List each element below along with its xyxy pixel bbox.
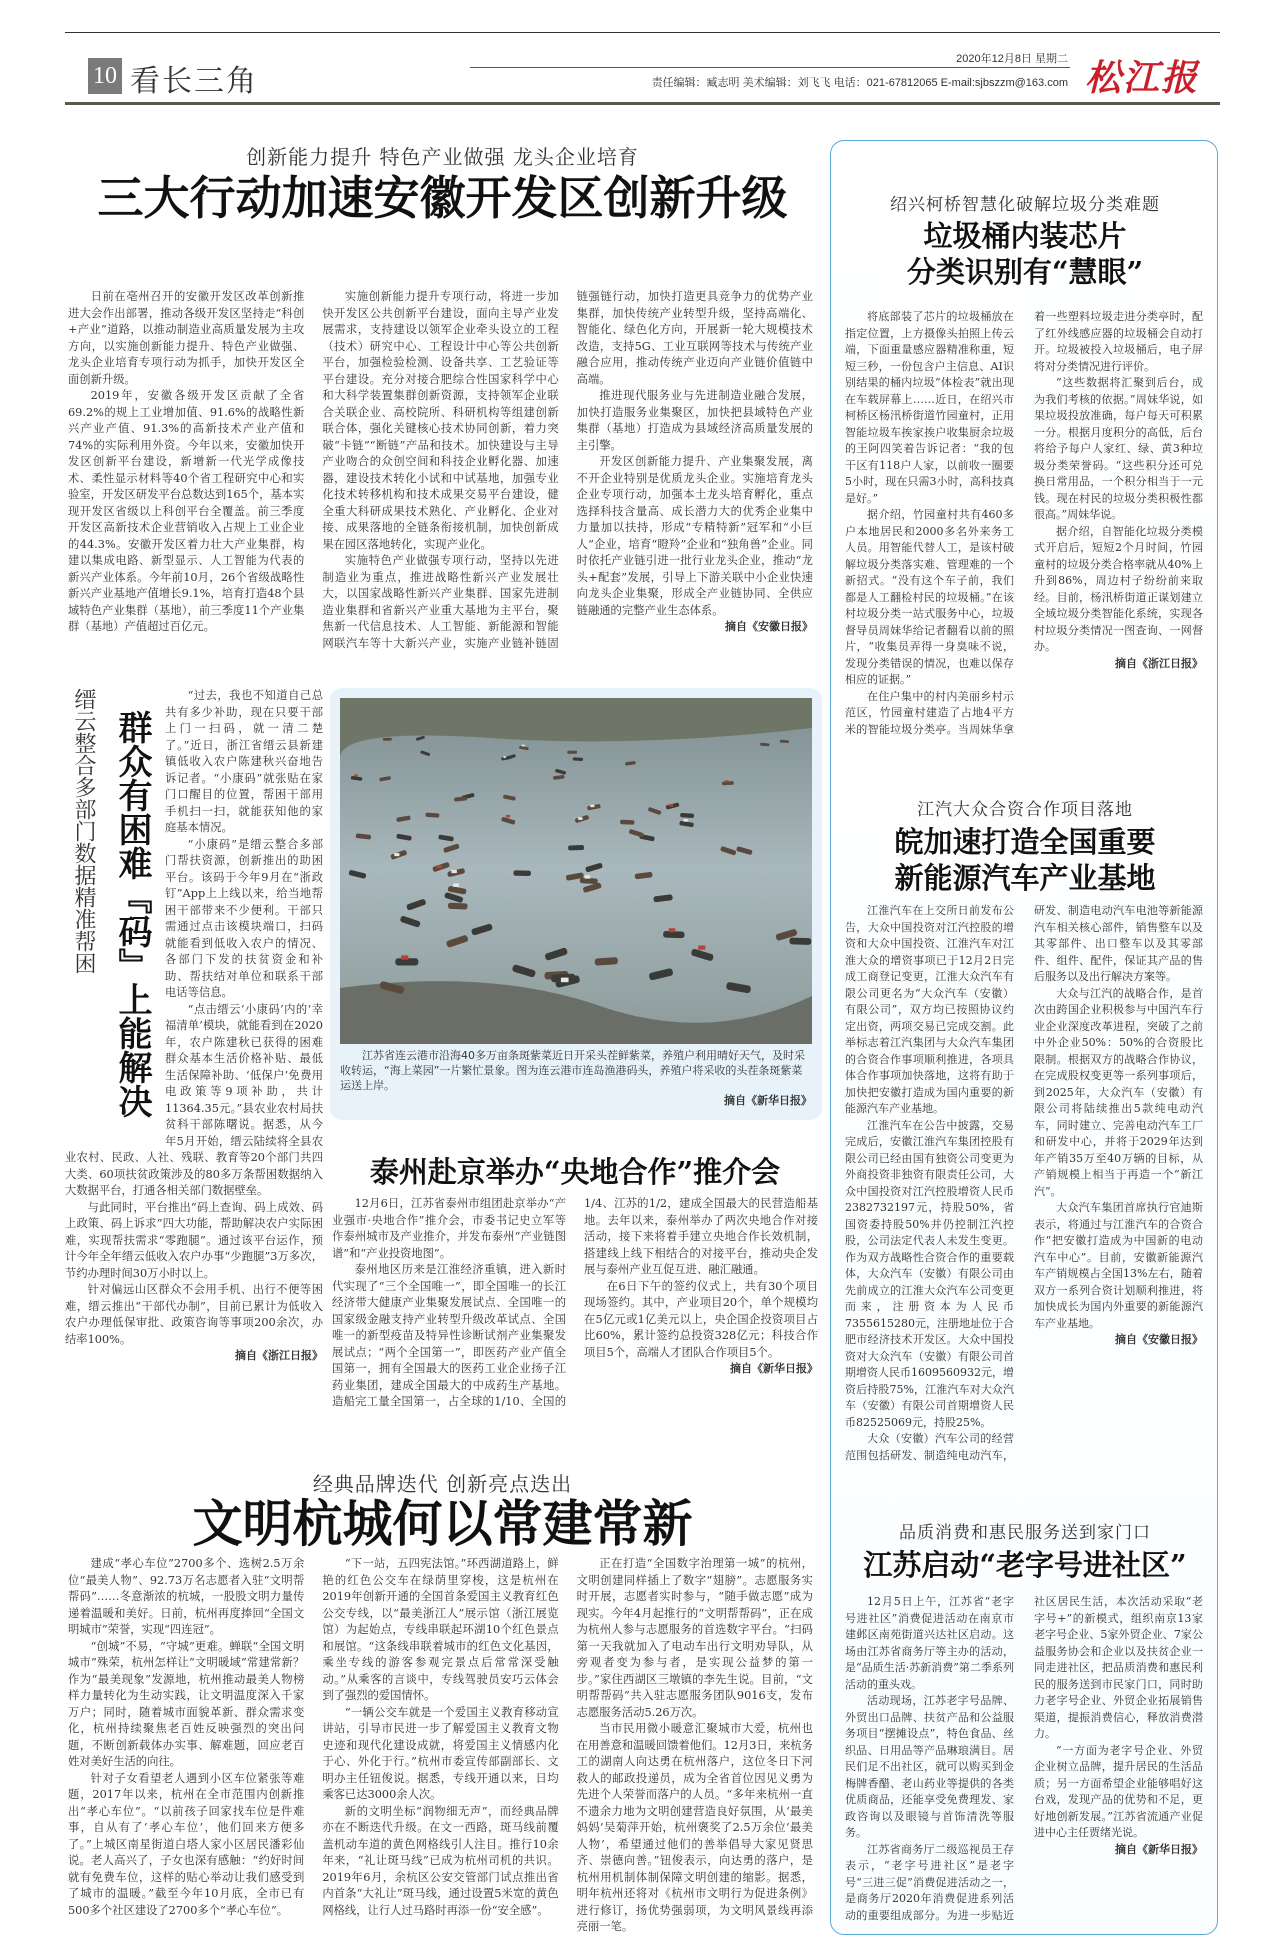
hangzhou-paragraph: “创城”不易，“守城”更难。蝉联“全国文明城市”殊荣，杭州怎样让“文明暖域”常建常新？作为“最美现象”发源地，杭州推动最美人物榜样力量转化为生动实践，让文明温度深入千家万户；同时，随着城市面貌革新、群众需求变化，杭州持续聚焦老百姓反映强烈的突出问题，不断创新载体办实事、解难题，回应老百姓对美好生活的向往。 [68, 1639, 305, 1768]
boat-cabin [436, 865, 441, 868]
hangzhou-subtitle: 经典品牌迭代 创新亮点迭出 [312, 1472, 573, 1496]
section-title: 看长三角 [130, 64, 258, 99]
jac-subtitle: 江汽大众合资合作项目落地 [917, 800, 1133, 820]
jac-headline-line2: 新能源汽车产业基地 [894, 861, 1156, 895]
boat [595, 957, 619, 966]
jac-paragraph: 大众汽车集团首席执行官迪斯表示，将通过与江淮汽车的合资合作“把安徽打造成为中国新的电动汽车中心”。目前，安徽新能源汽车产销规模占全国13%左右，随着双方一系列合资计划顺利推进，将加快成长为国内外重要的新能源汽车产业基地。 [1034, 1201, 1203, 1330]
editors-line: 责任编辑：臧志明 美术编辑：刘飞飞 电话：021-67812065 E-mail:sjbszzm@163.com [651, 77, 1068, 89]
issue-date: 2020年12月8日 星期二 [956, 53, 1068, 65]
garbage-headline-line1: 垃圾桶内装芯片 [923, 219, 1127, 253]
anhui-subtitle: 创新能力提升 特色产业做强 龙头企业培育 [246, 145, 639, 169]
garbage-subtitle: 绍兴柯桥智慧化破解垃圾分类难题 [890, 195, 1160, 215]
jinyun-headline: 群众有困难『码』上能解决 [112, 710, 152, 1118]
anhui-paragraph: 实施创新能力提升专项行动，将进一步加快开发区公共创新平台建设，面向主导产业发展需求，支持建设以领军企业牵头设立的工程（技术）研究中心、工程设计中心等公共创新平台，加强检验检测、设备共享、工艺验证等平台建设。充分对接合肥综合性国家科学中心和大科学装置集群创新资源，支持领军企业联合关联企业、高校院所、科研机构等组建创新联合体，强化关键核心技术协同创新，着力突破“卡链”“断链”产品和技术。加快建设与主导产业吻合的众创空间和科技企业孵化器、加速器，建设技术转化小试和中试基地，加强专业化技术转移机构和技术成果交易平台建设，健全重大科研成果技术熟化、产业孵化、企业对接、成果落地的全链条衔接机制，加快创新成果在园区落地转化，实现产业化。 [322, 290, 559, 551]
photo-caption-block [340, 1048, 812, 1108]
jinyun-subtitle: 缙云整合多部门数据精准帮困 [71, 688, 96, 974]
garbage-paragraph: 据介绍，竹园童村共有460多户本地居民和2000多名外来务工人员。用智能代替人工，是该村破解垃圾分类落实难、管理难的一个新招式。“没有这个车子前，我们都是人工翻检村民的垃圾桶。”在该村垃圾分类一站式服务中心，垃圾督导员周妹华给记者翻看以前的照片，“收集员弄得一身臭味不说，发现分类错误的情况，也难以保存相应的证据。” [845, 508, 1014, 686]
photo-box [330, 688, 822, 1120]
laozihao-paragraph: 活动现场，江苏老字号品牌、外贸出口品牌、扶贫产品和公益服务项目“摆摊设点”，特色食品、丝织品、日用品等产品琳琅满目。居民们足不出社区，就可以购买到金梅牌香醋、老山药业等提供的各类优质商品，还能享受免费理发、家政咨询以及眼镜与首饰清洗等服务。 [845, 1694, 1014, 1839]
boat-cabin [401, 955, 408, 959]
taizhou-paragraph: 12月6日，江苏省泰州市组团赴京举办“产业强市·央地合作”推介会，市委书记史立军等作泰州城市及产业推介，并发布泰州“产业链图谱”和“产业投资地图”。 [332, 1197, 566, 1260]
jinyun-paragraph: “小康码”是缙云整合多部门帮扶资源，创新推出的助困平台。该码于今年9月在“浙政钉”App上上线以来，给当地帮困干部带来不少便利。干部只需通过点击该模块端口，扫码就能看到低收入农户的情况、各部门下发的扶贫资金和补助、帮扶结对单位和联系干部电话等信息。 [165, 837, 323, 999]
jinyun-title-block [65, 688, 165, 1134]
boat [383, 738, 392, 741]
boat [620, 820, 634, 825]
boat-cabin [506, 815, 510, 818]
hangzhou-paragraph: 针对子女看望老人遇到小区车位紧张等难题，2017年以来，杭州在全市范围内创新推出“孝心车位”。“以前孩子回家找车位是件难事，自从有了‘孝心车位’，他们回来方便多了。”上城区南星街道白塔人家小区居民潘彩仙说。老人高兴了，子女也深有感触：“约好时间就有免费车位，这样的贴心举动让我们感受到了城市的温暖。”截至今年10月底，全市已有500多个社区建设了2700多个“孝心车位”。 [68, 1771, 305, 1917]
boat [573, 757, 583, 761]
taizhou-paragraph: 泰州地区历来是江淮经济重镇，进入新时代实现了“三个全国唯一”，即全国唯一的长江经济带大健康产业集聚发展试点、全国唯一的国家级金融支持产业转型升级改革试点、全国唯一的新型疫苗及特异性诊断试剂产业集聚发展试点；“两个全国第一”，即医药产业产值全国第一，拥有全国最大的医药工业企业扬子江药业集团，建成全国最大的中成药生产基地。造船完工量全国第一，占全球的1/10、全国的1/4、江苏的1/2，建成全国最大的民营造船基地。去年以来，泰州举办了两次央地合作对接活动，接下来将着手建立央地合作长效机制，搭建线上线下相结合的对接平台，推动央企发展与泰州产业互促互进、融汇融通。 [332, 1197, 818, 1408]
anhui-paragraph: 开发区创新能力提升、产业集聚发展，离不开企业特别是优质龙头企业。实施培育龙头企业专项行动，加强本土龙头培育孵化，重点选择科技含量高、成长潜力大的优秀企业集中力量加以扶持，形成“专精特新”冠军和“小巨人”企业，培育“瞪羚”企业和“独角兽”企业。同时依托产业链引进一批行业龙头企业，推动“龙头+配套”发展，引导上下游关联中小企业快速向龙头企业集聚，形成全产业链协同、全供应链融通的完整产业生态体系。 [576, 455, 813, 617]
boat [567, 751, 577, 754]
jinyun-source: 摘自《浙江日报》 [235, 1349, 323, 1362]
taizhou-headline: 泰州赴京举办“央地合作”推介会 [369, 1155, 781, 1189]
boat-cabin [590, 805, 594, 808]
anhui-paragraph: 2019年，安徽各级开发区贡献了全省69.2%的规上工业增加值、91.6%的战略性新兴产业产值、91.3%的高新技术产业产值和74%的实际利用外资。今年以来，安徽加快开发区创新平台建设，新增新一代光学成像技术、柔性显示材料等40个省工程研究中心和实验室，开发区研发平台总数达到165个，基本实现开发区省级以上科创平台全覆盖。前三季度开发区高新技术企业营销收入占规上工业企业的44.3%。安徽开发区着力壮大产业集群，构建以集成电路、新型显示、人工智能为代表的新兴产业体系。今年前10月，26个省级战略性新兴产业基地产值增长9.1%，培育打造48个县域特色产业集群（基地），前三季度11个产业集群（基地）产值超过百亿元。 [68, 389, 305, 633]
hangzhou-paragraph: 正在打造“全国数字治理第一城”的杭州，文明创建同样插上了数字“翅膀”。志愿服务实时开展，志愿者实时参与，“随手做志愿”成为现实。今年4月起推行的“文明帮帮码”，正在成为杭州人参与志愿服务的首选数字平台。“扫码第一天我就加入了电动车出行文明劝导队，从旁观者变为参与者，是实现公益梦的第一步。”家住西湖区三墩镇的李先生说。目前，“文明帮帮码”共入驻志愿服务团队9016支，发布志愿服务活动5.26万次。 [576, 1557, 813, 1719]
hangzhou-headline: 文明杭城何以常建常新 [192, 1494, 693, 1553]
jac-paragraph: 大众（安徽）汽车公司的经营范围包括研发、制造纯电动汽车，研发、制造电动汽车电池等新能源汽车相关核心部件，销售整车以及其零部件、出口整车以及其零部件、组件、配件，保证其产品的售后服务以及出行解决方案等。 [845, 904, 1203, 1462]
hangzhou-body [68, 1556, 813, 1940]
garbage-paragraph: 将底部装了芯片的垃圾桶放在指定位置，上方摄像头拍照上传云端，下面重量感应器精准称重，短短三秒，一份包含户主信息、AI识别结果的桶内垃圾“体检表”就出现在车载屏幕上……近日，在绍兴市柯桥区杨汛桥街道竹园童村，正用智能垃圾车挨家挨户收集厨余垃圾的王阿四笑着告诉记者：“我的包干区有118户人家，以前收一圈要5小时，现在只需3小时，高科技真是好。” [845, 310, 1014, 505]
jac-headline [832, 824, 1218, 896]
laozihao-body [845, 1594, 1203, 1926]
boat-cabin [561, 978, 569, 983]
garbage-paragraph: “这些数据将汇聚到后台，成为我们考核的依据。”周妹华说，如果垃圾投放准确，每户每天可积累一分。根据月度积分的高低，后台将给予每户人家红、绿、黄3种垃圾分类荣誉码。“这些积分还可兑换日常用品，一个积分相当于一元钱。现在村民的垃圾分类积极性都很高。”周妹华说。 [1034, 376, 1203, 521]
taizhou-source: 摘自《新华日报》 [730, 1362, 818, 1375]
jac-body [845, 903, 1203, 1478]
anhui-paragraph: 日前在亳州召开的安徽开发区改革创新推进大会作出部署，推动各级开发区坚持走“科创+产业”道路，以推动制造业高质量发展为主攻方向，以实施创新能力提升、特色产业做强、龙头企业培育专项行动为抓手，加快开发区全面创新升级。 [68, 290, 305, 386]
hangzhou-paragraph: “下一站，五四宪法馆。”环西湖道路上，鲜艳的红色公交车在绿荫里穿梭，这是杭州在2019年创新开通的全国首条爱国主义教育红色公交专线，以“最美浙江人”展示馆（浙江展览馆）为起始点，专线串联起环湖10个红色景点和展馆。“这条线串联着城市的红色文化基因，乘坐专线的游客参观完景点后常常深受触动。”从乘客的言谈中，专线驾驶员安巧云体会到了强烈的爱国情怀。 [322, 1557, 559, 1702]
boat-cabin [683, 819, 687, 822]
top-rule [65, 32, 1220, 33]
laozihao-headline: 江苏启动“老字号进社区” [863, 1548, 1187, 1582]
anhui-paragraph: 推进现代服务业与先进制造业融合发展，加快打造服务业集聚区，加快把县域特色产业集群（基地）打造成为县域经济高质量发展的主引擎。 [576, 389, 813, 452]
boat [513, 870, 531, 876]
boat [780, 740, 789, 743]
hangzhou-paragraph: 新的文明坐标“润物细无声”，而经典品牌亦在不断迭代升级。在文一西路，斑马线前覆盖机动车道的黄色网格线引人注目。推行10余年来，“礼让斑马线”已成为杭州司机的共识。2019年6月，余杭区公安交管部门试点推出省内首条“大礼让”斑马线，通过设置5米宽的黄色网格线，让行人过马路时再添一份“安全感”。 [322, 1804, 559, 1917]
newspaper-logo: 松江报 [1085, 57, 1200, 99]
jac-paragraph: 大众与江汽的战略合作，是首次由跨国企业积极参与中国汽车行业企业深度改革进程，突破了之前中外企业50%：50%的合资股比限制。根据双方的战略合作协议，在完成股权变更等一系列事项后，到2025年，大众汽车（安徽）有限公司将陆续推出5款纯电动汽车，同时建立、完善电动汽车工厂和研发中心，并将于2029年达到年产销35万至40万辆的目标，从产销规模上相当于再造一个“新江汽”。 [1034, 986, 1203, 1198]
boat-cabin [669, 804, 673, 806]
hangzhou-paragraph: 建成“孝心车位”2700多个、选树2.5万余位“最美人物”、92.73万名志愿者入驻“文明帮帮码”……冬意渐浓的杭城，一股股文明力量传递着温暖和美好。日前，杭州再度捧回“全国文明城市”荣誉，实现“四连冠”。 [68, 1557, 305, 1636]
laozihao-paragraph: 江苏省商务厅二级巡视员王存表示，“老字号进社区”是老字号“三进三促”消费促进活动之一，是商务厅2020年消费促进系列活动的重要组成部分。为进一步贴近社区居民生活，本次活动采取“老字号+”的新模式，组织南京13家老字号企业、5家外贸企业、7家公益服务协会和企业以及扶贫企业一同走进社区，把品质消费和惠民利民的服务送到市民家门口，同时助力老字号企业、外贸企业拓展销售渠道，提振消费信心，释放消费潜力。 [845, 1595, 1203, 1922]
boat-cabin [451, 870, 456, 873]
anhui-body [68, 289, 813, 661]
laozihao-subtitle: 品质消费和惠民服务送到家门口 [899, 1523, 1151, 1543]
hangzhou-paragraph: 当市民用微小暖意汇聚城市大爱，杭州也在用善意和温暖回馈着他们。12月3日，来杭务工的湖南人向达勇在杭州落户，这位冬日下河救人的邮政投递员，成为全省首位因见义勇为先进个人荣誉而落户的人员。“多年来杭州一直不遗余力地为文明创建营造良好氛围，从‘最美妈妈’吴菊萍开始，杭州褒奖了2.5万余位‘最美人物’，希望通过他们的善举倡导大家见贤思齐、崇德向善。”钮俊表示，向达勇的落户，是杭州用机制体制保障文明创建的缩影。据悉，明年杭州还将对《杭州市文明行为促进条例》进行修订，扬优势强弱项，为文明风景线再添亮丽一笔。 [576, 1722, 813, 1933]
garbage-paragraph: 在住户集中的村内美丽乡村示范区，竹园童村建造了占地4平方米的智能垃圾分类亭。当周妹华拿着一些塑料垃圾走进分类亭时，配了红外线感应器的垃圾桶会自动打开。垃圾被投入垃圾桶后，电子屏将对分类情况进行评价。 [845, 310, 1203, 736]
jac-paragraph: 江淮汽车在公告中披露，交易完成后，安徽江淮汽车集团控股有限公司已经由国有独资公司变更为外商投资非独资有限责任公司，大众中国投资对江汽控股增资人民币2382732197元，持股50%，省国资委持股50%并仍控制江汽控股，公司法定代表人未发生变更。作为双方战略性合资合作的重要载体，大众汽车（安徽）有限公司由先前成立的江淮大众汽车公司变更而来，注册资本为人民币7355615280元，注册地址位于合肥市经济技术开发区。大众中国投资对大众汽车（安徽）有限公司首期增资人民币1609560932元，增资后持股75%，江淮汽车对大众汽车（安徽）有限公司首期增资人民币82525069元，持股25%。 [845, 1118, 1014, 1429]
anhui-headline: 三大行动加速安徽开发区创新升级 [97, 171, 788, 225]
taizhou-paragraph: 在6日下午的签约仪式上，共有30个项目现场签约。其中，产业项目20个，单个规模均在5亿元或1亿美元以上，央企国企投资项目占比60%，累计签约总投资328亿元；科技合作项目5个，高端人才团队合作项目5个。 [584, 1279, 818, 1359]
boat-cabin [725, 780, 729, 782]
boat [568, 845, 584, 850]
jinyun-paragraph: “过去，我也不知道自己总共有多少补助，现在只要干部上门一扫码，就一清二楚了。”近日，浙江省缙云县新建镇低收入农户陈建秋兴奋地告诉记者。“小康码”就张贴在家门口醒目的位置，帮困干部用手机扫一扫，就能获知他的家庭基本情况。 [165, 689, 323, 834]
boat-cabin [354, 774, 358, 776]
jinyun-paragraph: “点击缙云‘小康码’内的‘幸福清单’模块，就能看到在2020年，农户陈建秋已获得的困难群众基本生活价格补贴、最低生活保障补助、‘低保户’免费用电政策等9项补助，共计11364.35元。”县农业农村局扶贫科干部陈曙说。据悉，从今年5月开始，缙云陆续将全县农业农村、民政、人社、残联、教育等20个部门共四大类、60项扶贫政策涉及的80多万条帮困数据纳入大数据平台，打通各相关部门数据壁垒。 [65, 1002, 323, 1197]
hangzhou-paragraph: “一辆公交车就是一个爱国主义教育移动宣讲站，引导市民进一步了解爱国主义教育文物史迹和现代化建设成就，将爱国主义情感内化于心、外化于行。”杭州市委宣传部副部长、文明办主任钮俊说。据悉，专线开通以来，日均乘客已达3000余人次。 [322, 1705, 559, 1801]
jinyun-paragraph: 针对偏远山区群众不会用手机、出行不便等困难，缙云推出“干部代办制”，目前已累计为低收入农户办理低保审批、政策咨询等事项200余次，办结率100%。 [65, 1283, 323, 1346]
laozihao-paragraph: 12月5日上午，江苏省“老字号进社区”消费促进活动在南京市建邺区南苑街道兴达社区启动。这场由江苏省商务厅等主办的活动，是“品质生活·苏新消费”第二季系列活动的重头戏。 [845, 1595, 1014, 1691]
page-number: 10 [88, 58, 122, 94]
jac-source: 摘自《安徽日报》 [1115, 1333, 1203, 1346]
anhui-paragraph: 实施特色产业做强专项行动，坚持以先进制造业为重点，推进战略性新兴产业发展壮大，以国家战略性新兴产业集群、国家先进制造业集群和省新兴产业重大基地为主平台，聚焦新一代信息技术、人工智能、新能源和智能网联汽车等十大新兴产业，实施产业链补链固链强链行动，加快打造更具竞争力的优势产业集群，加快传统产业转型升级，坚持高端化、智能化、绿色化方向，开展新一轮大规模技术改造，支持5G、工业互联网等技术与传统产业融合应用，推动传统产业迈向产业链价值链中高端。 [322, 290, 813, 650]
header-thick-rule [65, 102, 1220, 105]
garbage-body [845, 309, 1203, 749]
anhui-source: 摘自《安徽日报》 [724, 620, 813, 633]
boat [448, 903, 468, 910]
jac-paragraph: 江淮汽车在上交所日前发布公告，大众中国投资对江汽控股的增资和大众中国投资、江淮汽车对江淮大众的增资事项已于12月2日完成工商登记变更，江淮大众汽车有限公司更名为“大众汽车（安徽）有限公司”，双方均已按照协议约定出资，两项交易已完成交割。此举标志着江汽集团与大众汽车集团的合资合作事项顺利推进，各项具体合作事项加快落地，这将有助于加快把安徽打造成为国内重要的新能源汽车产业基地。 [845, 904, 1014, 1115]
garbage-headline [832, 218, 1218, 290]
garbage-source: 摘自《浙江日报》 [1115, 656, 1203, 670]
boat [789, 938, 811, 945]
laozihao-source: 摘自《新华日报》 [1115, 1842, 1203, 1856]
laozihao-paragraph: “一方面为老字号企业、外贸企业树立品牌，提升居民的生活品质；另一方面希望企业能够唱好这台戏，发现产品的优势和不足，更好地创新发展。”江苏省流通产业促进中心主任贾绪光说。 [1034, 1743, 1203, 1839]
boat-cabin [669, 928, 676, 932]
jac-headline-line1: 皖加速打造全国重要 [894, 825, 1156, 859]
jinyun-paragraph: 与此同时，平台推出“码上查询、码上成效、码上政策、码上诉求”四大功能，帮助解决农户实际困难，实现帮扶需求“零跑腿”。通过该平台运作，预计今年全年缙云低收入农户办事“少跑腿”3万多次，节约办理时间30万小时以上。 [65, 1200, 323, 1280]
garbage-headline-line2: 分类识别有“慧眼” [906, 255, 1144, 289]
boat-cabin [394, 853, 399, 856]
boat-cabin [578, 817, 582, 820]
boat-cabin [585, 875, 591, 878]
taizhou-body [332, 1196, 818, 1424]
header-divider [470, 67, 1070, 68]
harbor-photo [340, 698, 812, 1044]
photo-source: 摘自《新华日报》 [724, 1094, 812, 1107]
boat-cabin [698, 945, 705, 949]
jinyun-article [65, 688, 323, 1436]
boat-cabin [522, 745, 525, 747]
boat-cabin [453, 883, 459, 886]
photo-caption: 江苏省连云港市沿海40多万亩条斑紫菜近日开采头茬鲜紫菜，养殖户利用晴好天气，及时采收转运，“海上菜园”一片繁忙景象。图为连云港市连岛渔港码头，养殖户将采收的头茬条斑紫菜运送上岸。 [340, 1049, 805, 1092]
garbage-paragraph: 据介绍，自智能化垃圾分类模式开启后，短短2个月时间，竹园童村的垃圾分类合格率就从40%上升到86%，周边村子纷纷前来取经。目前，杨汛桥街道正谋划建立全域垃圾分类智能化系统，实现各村垃圾分类情况一图查询、一网督办。 [1034, 524, 1203, 653]
